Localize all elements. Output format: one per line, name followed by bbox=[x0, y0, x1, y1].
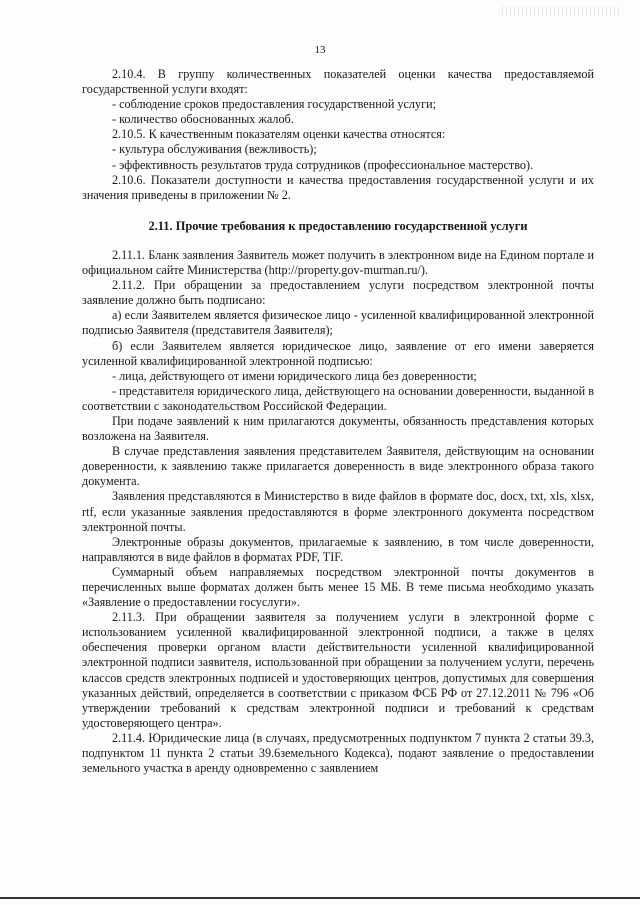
list-item: - эффективность результатов труда сотрудников (профессиональное мастерство). bbox=[112, 157, 534, 172]
list-item: - культура обслуживания (вежливость); bbox=[112, 142, 317, 157]
list-item: - лица, действующего от имени юридического лица без доверенности; bbox=[112, 368, 477, 383]
paragraph-2-10-4: 2.10.4. В группу количественных показателей оценки качества предоставляемой государственной услуги входят: bbox=[82, 67, 594, 97]
paragraph: Суммарный объем направляемых посредством электронной почты документов в перечисленных выше форматах должен быть менее 15 МБ. В теме письма необходимо указать «Заявление о предоставлении госуслуги». bbox=[82, 564, 594, 610]
section-heading: 2.11. Прочие требования к предоставлению государственной услуги bbox=[148, 218, 528, 233]
scan-artifact bbox=[502, 6, 622, 16]
paragraph-2-11-4: 2.11.4. Юридические лица (в случаях, предусмотренных подпунктом 7 пункта 2 статьи 39.3, подпунктом 11 пункта 2 статьи 39.6земельного Кодекса), подают заявление о предоставлении земельного участка в аренду одновременно с заявлением bbox=[82, 730, 594, 776]
paragraph-2-10-6: 2.10.6. Показатели доступности и качества предоставления государственной услуги и их значения приведены в приложении № 2. bbox=[82, 172, 594, 202]
paragraph-2-11-3: 2.11.3. При обращении заявителя за получением услуги в электронной форме с использованием усиленной квалифицированной электронной подписи, а также в целях обеспечения проверки органом власти действительности усиленной квалифицированной электронной подписи заявителя, использованной при обращении за получением услуги, перечень классов средств электронных подписей и удостоверяющих центров, допустимых для совершения указанных действий, определяется в соответствии с приказом ФСБ РФ от 27.12.2011 № 796 «Об утверждении требований к средствам электронной подписи и требований к средствам удостоверяющего центра». bbox=[82, 610, 594, 730]
paragraph-2-11-2: 2.11.2. При обращении за предоставлением услуги посредством электронной почты заявление должно быть подписано: bbox=[82, 278, 594, 308]
paragraph-2-10-5: 2.10.5. К качественным показателям оценки качества относятся: bbox=[112, 127, 446, 142]
paragraph: При подаче заявлений к ним прилагаются документы, обязанность представления которых возложена на Заявителя. bbox=[82, 413, 594, 444]
list-item: - количество обоснованных жалоб. bbox=[112, 112, 294, 127]
paragraph: В случае представления заявления представителем Заявителя, действующим на основании доверенности, к заявлению также прилагается доверенность в виде электронного образа такого документа. bbox=[82, 444, 594, 489]
page-number: 13 bbox=[314, 44, 326, 56]
scan-edge bbox=[0, 897, 640, 899]
list-item: б) если Заявителем является юридическое лицо, заявление от его имени заверяется усиленной квалифицированной электронной подписью: bbox=[82, 338, 594, 368]
paragraph: Электронные образы документов, прилагаемые к заявлению, в том числе доверенности, направляются в виде файлов в форматах PDF, TIF. bbox=[82, 534, 594, 564]
paragraph: Заявления представляются в Министерство в виде файлов в формате doc, docx, txt, xls, xlsx, rtf, если указанные заявления предоставляются в форме электронного документа посредством электронной почты. bbox=[82, 489, 594, 534]
document-body bbox=[82, 67, 594, 776]
list-item: а) если Заявителем является физическое лицо - усиленной квалифицированной электронной подписью Заявителя (представителя Заявителя); bbox=[82, 308, 594, 338]
list-item: - соблюдение сроков предоставления государственной услуги; bbox=[112, 97, 437, 112]
paragraph-2-11-1: 2.11.1. Бланк заявления Заявитель может получить в электронном виде на Едином портале и официальном сайте Министерства (http://property.gov-murman.ru/). bbox=[82, 247, 594, 278]
list-item: - представителя юридического лица, действующего на основании доверенности, выданной в соответствии с законодательством Российской Федерации. bbox=[82, 383, 594, 413]
